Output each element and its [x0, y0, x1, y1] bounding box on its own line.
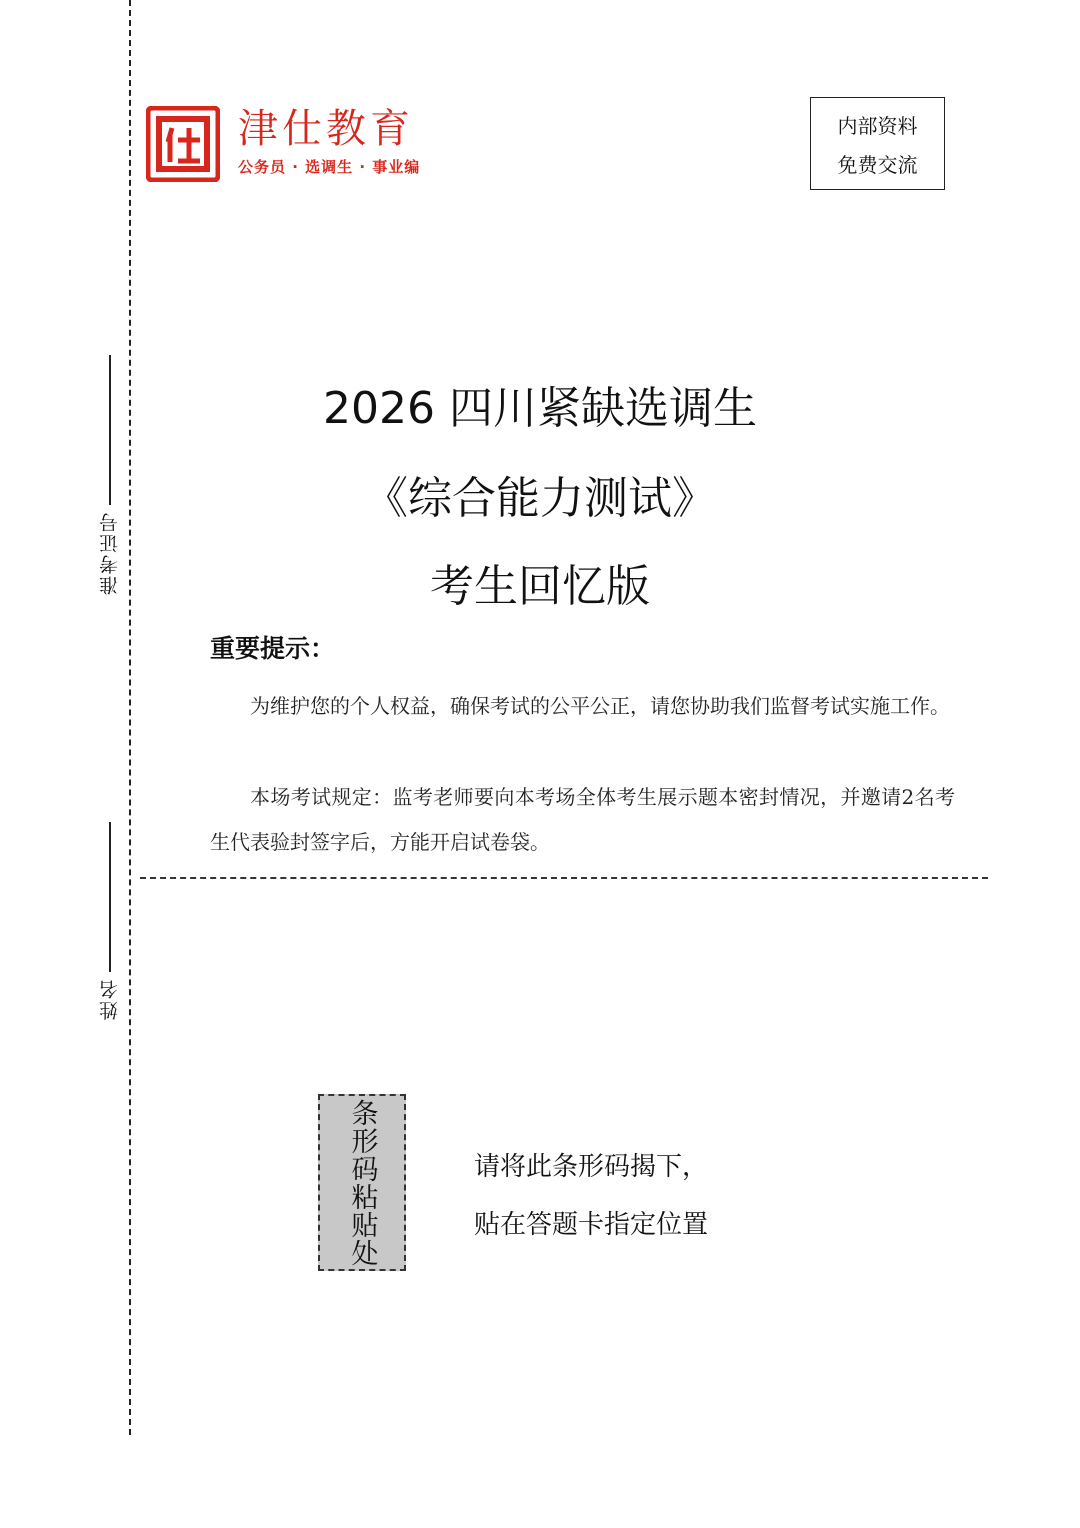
stamp-line-1: 内部资料	[837, 113, 918, 138]
barcode-placeholder	[318, 1094, 406, 1271]
binding-dashed-line	[129, 0, 131, 1435]
barcode-instruction: 请将此条形码揭下，	[474, 1152, 709, 1182]
seal-cut-line	[140, 877, 988, 879]
document-title: 2026 四川紧缺选调生	[323, 383, 757, 434]
name-field	[96, 822, 123, 1020]
document-subject: 《综合能力测试》	[364, 473, 716, 524]
notice-paragraph: 为维护您的个人权益，确保考试的公平公正，请您协助我们监督考试实施工作。	[250, 694, 950, 718]
brand-logo	[146, 106, 420, 182]
stamp-line-2: 免费交流	[837, 152, 918, 177]
internal-material-box	[810, 97, 945, 190]
barcode-instruction: 贴在答题卡指定位置	[474, 1210, 709, 1240]
notice-heading: 重要提示：	[210, 634, 336, 663]
name-underline	[109, 822, 111, 972]
name-label: 姓名	[99, 978, 121, 1020]
exam-id-label: 准考证号	[99, 511, 121, 595]
notice-paragraph: 本场考试规定：监考老师要向本考场全体考生展示题本密封情况，并邀请2名考生代表验封签字后，方能开启试卷袋。	[210, 785, 955, 854]
document-edition: 考生回忆版	[430, 561, 650, 612]
seal-icon	[146, 106, 220, 182]
brand-tagline: 公务员 · 选调生 · 事业编	[238, 158, 421, 176]
barcode-label: 条形码粘贴处	[346, 1098, 378, 1267]
brand-name: 津仕教育	[238, 106, 414, 152]
